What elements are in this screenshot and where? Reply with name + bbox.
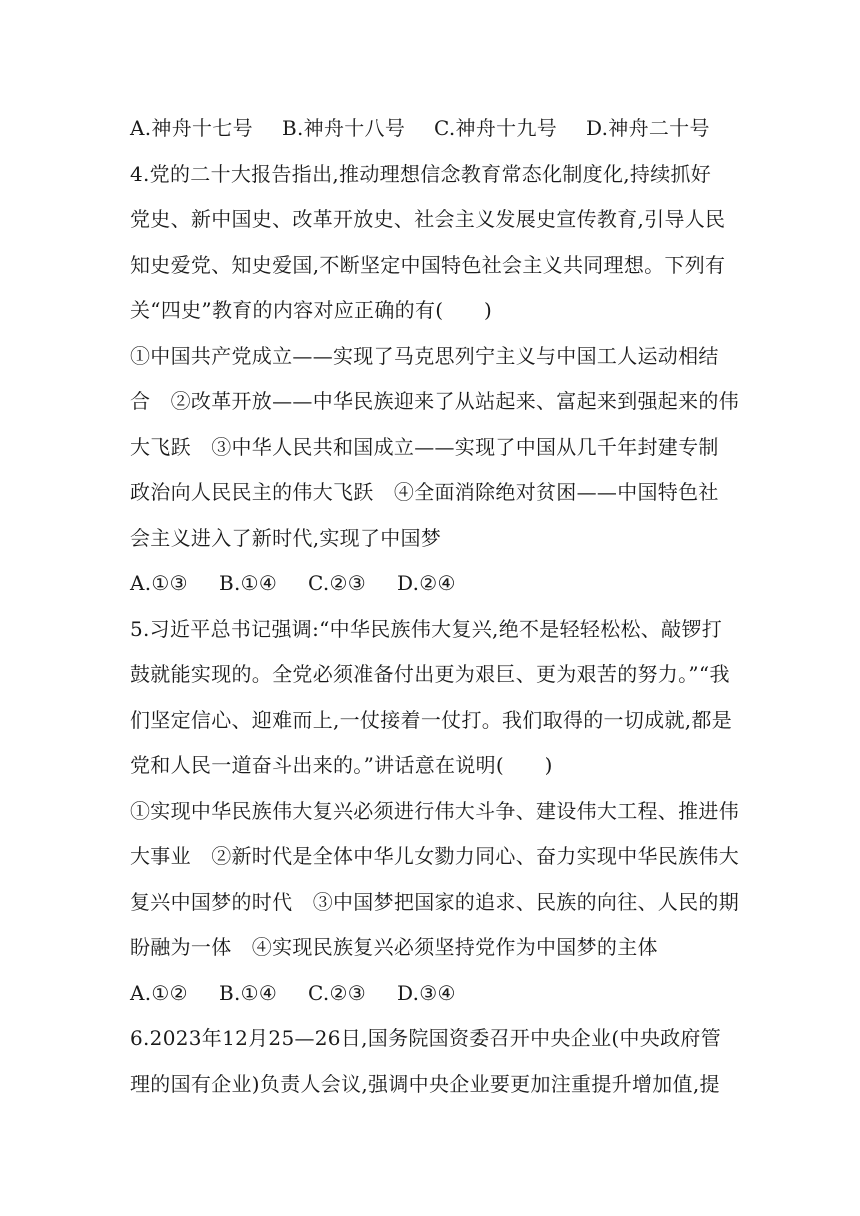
q5-stem-line: 党和人民一道奋斗出来的。”讲话意在说明( ) <box>130 753 553 777</box>
q5-stem-line: 鼓就能实现的。全党必须准备付出更为艰巨、更为艰苦的努力。”“我 <box>130 662 730 686</box>
q4-options <box>130 561 730 607</box>
q5-option-d[interactable]: D.③④ <box>397 980 456 1005</box>
q5-stem-line: 5.习近平总书记强调:“中华民族伟大复兴,绝不是轻轻松松、敲锣打 <box>130 616 723 641</box>
q4-stem-line: 4.党的二十大报告指出,推动理想信念教育常态化制度化,持续抓好 <box>130 161 712 186</box>
q4-statement-line: 会主义进入了新时代,实现了中国梦 <box>130 525 442 550</box>
q6-stem-line: 理的国有企业)负责人会议,强调中央企业要更加注重提升增加值,提 <box>130 1071 720 1096</box>
q5-stem-line: 们坚定信心、迎难而上,一仗接着一仗打。我们取得的一切成就,都是 <box>130 707 733 732</box>
q4-stem-line: 关“四史”教育的内容对应正确的有( ) <box>130 298 493 322</box>
question-6 <box>130 1016 730 1107</box>
question-5 <box>130 607 739 1017</box>
q5-statement-line: 盼融为一体 ④实现民族复兴必须坚持党作为中国梦的主体 <box>130 935 658 959</box>
q5-statement-line: 复兴中国梦的时代 ③中国梦把国家的追求、民族的向往、人民的期 <box>130 889 739 914</box>
q5-options <box>130 971 730 1017</box>
q3-option-c[interactable]: C.神舟十九号 <box>434 116 558 140</box>
q5-statement-line: 大事业 ②新时代是全体中华儿女勠力同心、奋力实现中华民族伟大 <box>130 844 739 868</box>
q3-option-d[interactable]: D.神舟二十号 <box>586 116 710 140</box>
q6-stem-line: 6.2023年12月25—26日,国务院国资委召开中央企业(中央政府管 <box>130 1026 721 1050</box>
q4-statement-line: 大飞跃 ③中华人民共和国成立——实现了中国从几千年封建专制 <box>130 434 719 459</box>
q5-option-c[interactable]: C.②③ <box>308 980 367 1005</box>
q5-option-a[interactable]: A.①② <box>130 980 188 1005</box>
q4-option-b[interactable]: B.①④ <box>219 571 278 595</box>
q5-option-b[interactable]: B.①④ <box>219 980 278 1005</box>
q4-option-a[interactable]: A.①③ <box>130 571 188 595</box>
q3-option-b[interactable]: B.神舟十八号 <box>282 116 406 140</box>
question-4 <box>130 152 739 607</box>
q4-option-c[interactable]: C.②③ <box>308 571 367 595</box>
q3-option-a[interactable]: A.神舟十七号 <box>130 116 253 140</box>
document-page <box>130 106 739 1107</box>
q4-statement-line: ①中国共产党成立——实现了马克思列宁主义与中国工人运动相结 <box>130 343 719 368</box>
q4-stem-line: 知史爱党、知史爱国,不断坚定中国特色社会主义共同理想。下列有 <box>130 252 726 277</box>
q4-stem-line: 党史、新中国史、改革开放史、社会主义发展史宣传教育,引导人民 <box>130 207 726 231</box>
q3-options <box>130 106 730 152</box>
q4-option-d[interactable]: D.②④ <box>397 571 456 595</box>
q5-statement-line: ①实现中华民族伟大复兴必须进行伟大斗争、建设伟大工程、推进伟 <box>130 798 739 823</box>
q4-statement-line: 政治向人民民主的伟大飞跃 ④全面消除绝对贫困——中国特色社 <box>130 480 719 504</box>
q4-statement-line: 合 ②改革开放——中华民族迎来了从站起来、富起来到强起来的伟 <box>130 389 739 413</box>
